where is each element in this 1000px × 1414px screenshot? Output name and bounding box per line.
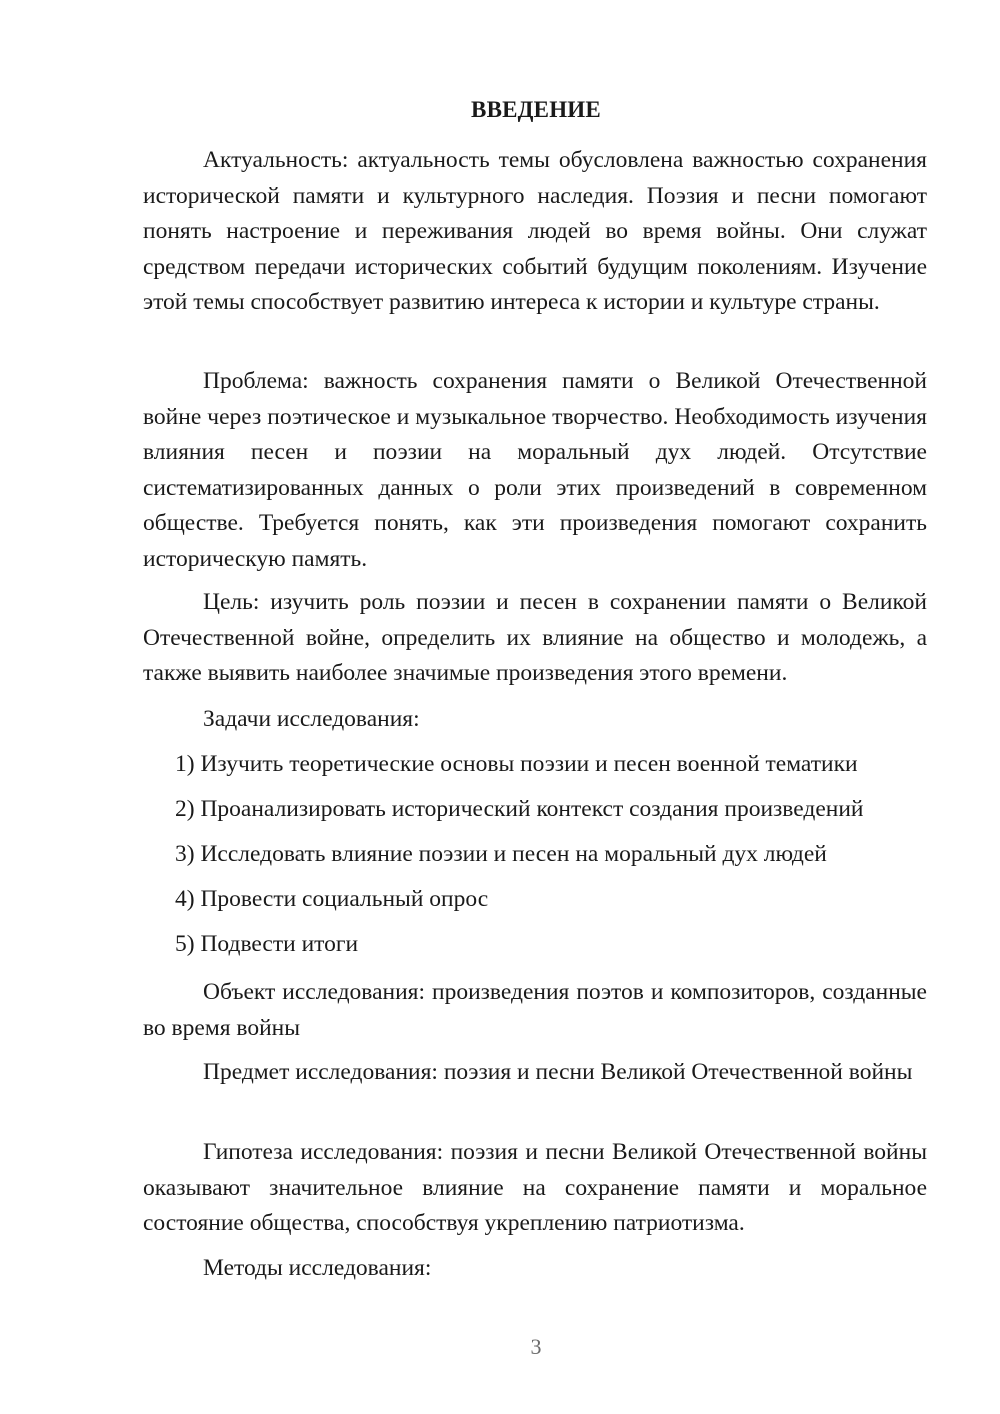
methods-heading: Методы исследования: xyxy=(203,1255,432,1281)
task-item-1: 1) Изучить теоретические основы поэзии и песен военной тематики xyxy=(175,751,858,777)
task-item-3: 3) Исследовать влияние поэзии и песен на моральный дух людей xyxy=(175,841,827,867)
page-number: 3 xyxy=(530,1334,542,1359)
relevance-paragraph: Актуальность: актуальность темы обусловлена важностью сохранения исторической памяти и культурного наследия. Поэзия и песни помогают понять настроение и переживания людей во время войны. Они служат средством передачи исторических событий будущим поколениям. Изучение этой темы способствует развитию интереса к истории и культуре страны. xyxy=(143,147,927,315)
tasks-heading: Задачи исследования: xyxy=(203,706,420,732)
goal-paragraph: Цель: изучить роль поэзии и песен в сохранении памяти о Великой Отечественной войне, определить их влияние на общество и молодежь, а также выявить наиболее значимые произведения этого времени. xyxy=(143,589,927,686)
object-paragraph: Объект исследования: произведения поэтов и композиторов, созданные во время войны xyxy=(143,979,927,1041)
section-title: ВВЕДЕНИЕ xyxy=(471,97,601,122)
task-item-5: 5) Подвести итоги xyxy=(175,931,359,957)
problem-paragraph: Проблема: важность сохранения памяти о Великой Отечественной войне через поэтическое и музыкальное творчество. Необходимость изучения влияния песен и поэзии на моральный дух людей. Отсутствие систематизированных данных о роли этих произведений в современном обществе. Требуется понять, как эти произведения помогают сохранить историческую память. xyxy=(143,368,927,572)
subject-paragraph: Предмет исследования: поэзия и песни Великой Отечественной войны xyxy=(203,1059,913,1085)
task-item-4: 4) Провести социальный опрос xyxy=(175,886,489,912)
hypothesis-paragraph: Гипотеза исследования: поэзия и песни Великой Отечественной войны оказывают значительное влияние на сохранение памяти и моральное состояние общества, способствуя укреплению патриотизма. xyxy=(143,1139,927,1236)
task-item-2: 2) Проанализировать исторический контекст создания произведений xyxy=(175,796,864,822)
